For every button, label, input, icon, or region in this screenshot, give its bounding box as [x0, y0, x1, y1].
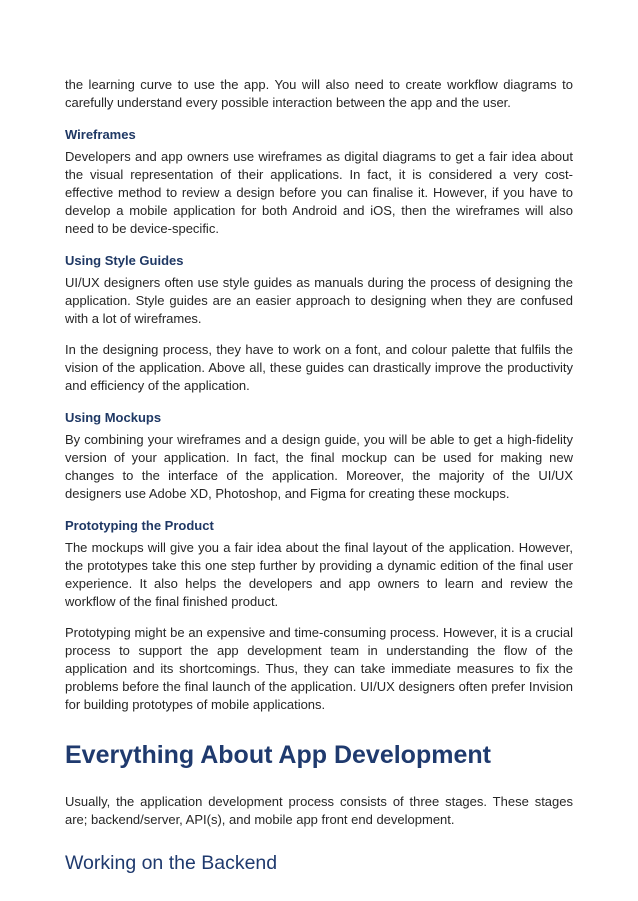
app-development-paragraph: Usually, the application development process consists of three stages. These stages are; backend/server, API(s), and mobile app front end development. — [65, 794, 573, 827]
mockups-paragraph: By combining your wireframes and a design guide, you will be able to get a high-fidelity version of your application. In fact, the final mockup can be used for making new changes to the interface of the application. Moreover, the majority of the UI/UX designers use Adobe XD, Photoshop, and Figma for creating these mockups. — [65, 432, 573, 501]
prototyping-paragraph-1: The mockups will give you a fair idea about the final layout of the application. However, the prototypes take this one step further by providing a dynamic edition of the final user experience. It also helps the developers and app owners to learn and review the workflow of the final finished product. — [65, 540, 573, 609]
backend-heading: Working on the Backend — [65, 852, 278, 874]
style-guides-heading: Using Style Guides — [65, 253, 184, 268]
style-guides-paragraph-1: UI/UX designers often use style guides as manuals during the process of designing the application. Style guides are an easier approach to designing when they are confused with a lot of wireframes. — [65, 275, 573, 326]
prototyping-paragraph-2: Prototyping might be an expensive and time-consuming process. However, it is a crucial process to support the app development team in understanding the flow of the application and its shortcomings. Thus, they can take immediate measures to fix the problems before the final launch of the application. UI/UX designers often prefer Invision for building prototypes of mobile applications. — [65, 625, 573, 712]
mockups-heading: Using Mockups — [65, 410, 162, 425]
style-guides-paragraph-2: In the designing process, they have to work on a font, and colour palette that fulfils the vision of the application. Above all, these guides can drastically improve the productivity and efficiency of the application. — [65, 342, 573, 393]
intro-paragraph: the learning curve to use the app. You will also need to create workflow diagrams to carefully understand every possible interaction between the app and the user. — [65, 77, 573, 110]
wireframes-paragraph: Developers and app owners use wireframes as digital diagrams to get a fair idea about the visual representation of their applications. In fact, it is considered a very cost-effective method to review a design before you can finalise it. However, if you have to develop a mobile application for both Android and iOS, then the wireframes will also need to be device-specific. — [65, 149, 573, 236]
prototyping-heading: Prototyping the Product — [65, 518, 214, 533]
document-page — [65, 76, 573, 875]
wireframes-heading: Wireframes — [65, 127, 136, 142]
app-development-heading: Everything About App Development — [65, 741, 491, 769]
